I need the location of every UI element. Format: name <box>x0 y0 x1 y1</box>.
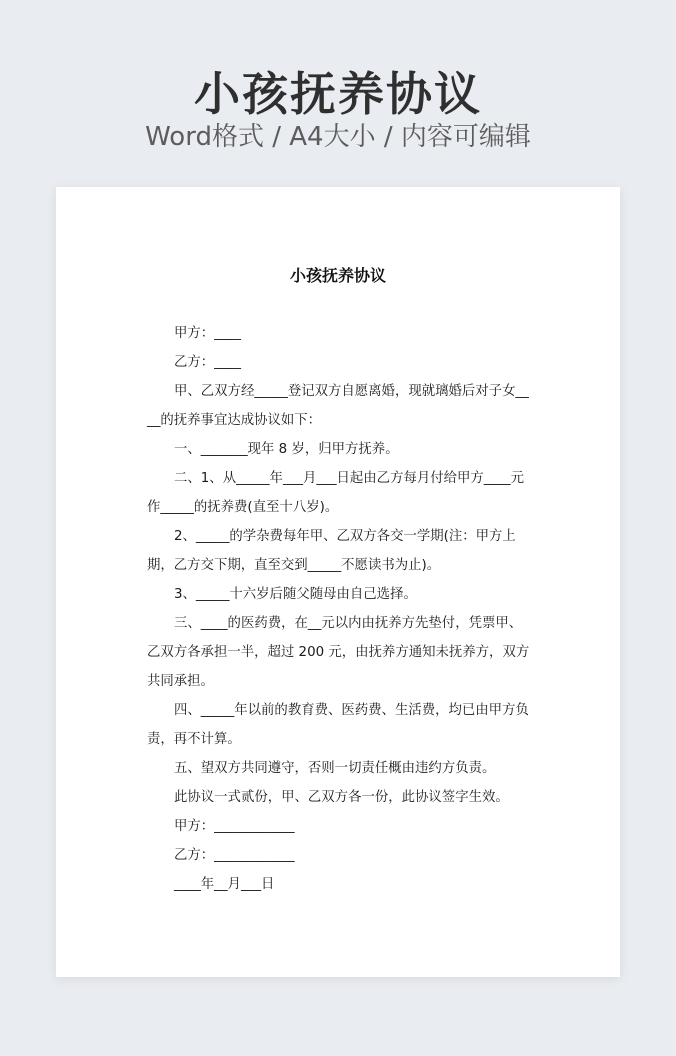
party-a-line: 甲方：____ <box>174 326 241 341</box>
clause-1: 一、_______现年 8 岁，归甲方抚养。 <box>174 442 399 457</box>
document-page <box>56 187 620 977</box>
clause-4: 四、_____年以前的教育费、医药费、生活费，均已由甲方负责，再不计算。 <box>147 703 529 747</box>
intro-paragraph: 甲、乙双方经_____登记双方自愿离婚，现就璃婚后对子女____的抚养事宜达成协议如下： <box>147 384 529 428</box>
document-body <box>147 319 530 899</box>
clause-2-3: 3、_____十六岁后随父随母由自己选择。 <box>174 587 417 602</box>
signature-party-a: 甲方：____________ <box>174 819 295 834</box>
party-b-line: 乙方：____ <box>174 355 241 370</box>
banner-title: 小孩抚养协议 <box>194 67 482 121</box>
effectiveness-statement: 此协议一式贰份，甲、乙双方各一份，此协议签字生效。 <box>174 790 509 805</box>
clause-3: 三、____的医药费，在__元以内由抚养方先垫付，凭票甲、乙双方各承担一半，超过 200 元，由抚养方通知未抚养方，双方共同承担。 <box>147 616 530 689</box>
clause-2-2: 2、_____的学杂费每年甲、乙双方各交一学期(注：甲方上期，乙方交下期，直至交到_____不愿读书为止)。 <box>147 529 516 573</box>
clause-2-1: 二、1、从_____年___月___日起由乙方每月付给甲方____元作_____的抚养费(直至十八岁)。 <box>147 471 524 515</box>
banner-subtitle: Word格式 / A4大小 / 内容可编辑 <box>145 122 531 152</box>
signature-date: ____年__月___日 <box>174 877 275 892</box>
document-title: 小孩抚养协议 <box>289 266 386 285</box>
signature-party-b: 乙方：____________ <box>174 848 295 863</box>
clause-5: 五、望双方共同遵守，否则一切责任概由违约方负责。 <box>174 761 496 776</box>
